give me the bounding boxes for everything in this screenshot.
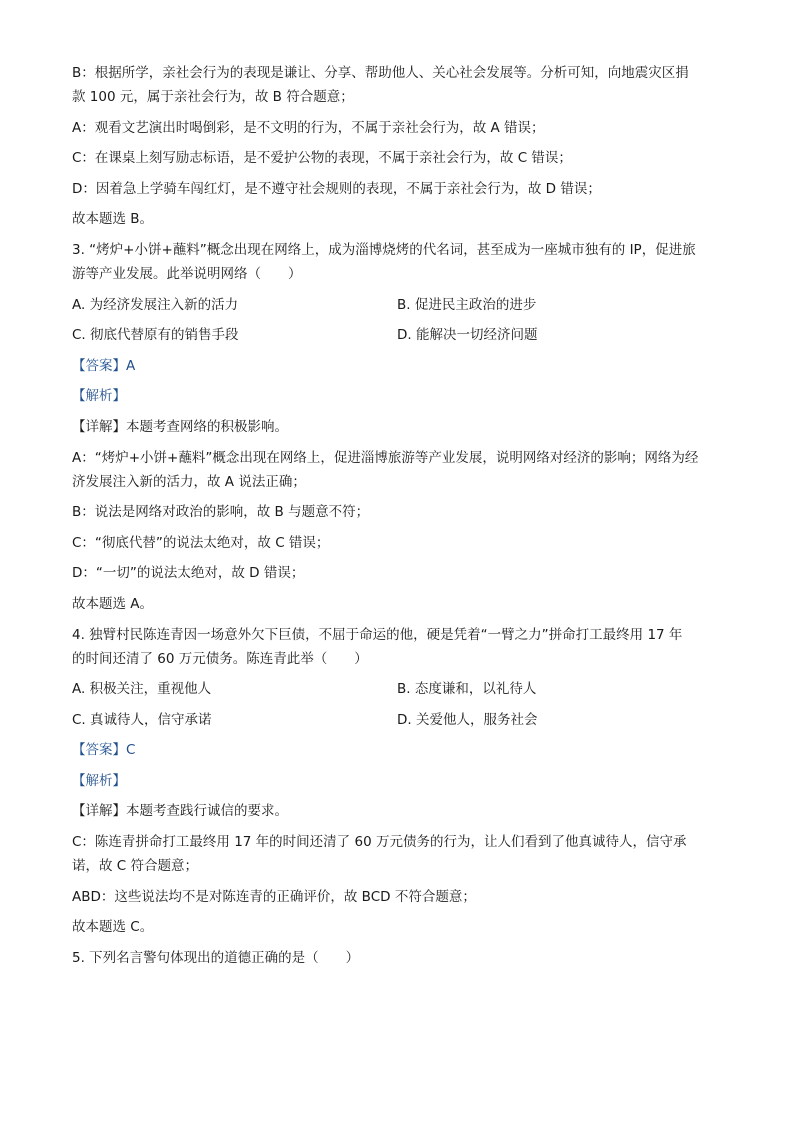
option-item: C. 彻底代替原有的销售手段 [72,327,239,344]
text-line: 的时间还清了 60 万元债务。陈连青此举（ ） [72,650,368,667]
section-tag: 【答案】A [72,357,136,374]
text-line: 诺，故 C 符合题意； [72,858,199,875]
text-line: A：“烤炉+小饼+蘸料”概念出现在网络上，促进淄博旅游等产业发展，说明网络对经济的影响；网络为经 [72,449,699,466]
option-row [72,296,722,314]
section-tag: 【解析】 [72,772,126,789]
text-line: 5. 下列名言警句体现出的道德正确的是（ ） [72,949,360,966]
text-line: 游等产业发展。此举说明网络（ ） [72,265,302,282]
option-item: D. 能解决一切经济问题 [397,327,538,344]
text-line: D：“一切”的说法太绝对，故 D 错误； [72,565,305,582]
option-item: B. 态度谦和，以礼待人 [397,681,537,698]
text-line: 【详解】本题考查网络的积极影响。 [72,418,288,435]
option-row [72,680,722,698]
q2-analysis-section [72,64,722,283]
option-item: B. 促进民主政治的进步 [397,296,537,313]
text-line: 故本题选 B。 [72,211,154,228]
text-line: D：因着急上学骑车闯红灯，是不遵守社会规则的表现，不属于亲社会行为，故 D 错误； [72,180,601,197]
q3-options [72,296,722,345]
option-item: D. 关爱他人，服务社会 [397,711,538,728]
text-line: C：“彻底代替”的说法太绝对，故 C 错误； [72,534,330,551]
text-line: B：根据所学，亲社会行为的表现是谦让、分享、帮助他人、关心社会发展等。分析可知，向地震灾区捐 [72,65,689,81]
text-line: ABD：这些说法均不是对陈连青的正确评价，故 BCD 不符合题意； [72,888,476,905]
text-line: 3. “烤炉+小饼+蘸料”概念出现在网络上，成为淄博烧烤的代名词，甚至成为一座城市独有的 IP，促进旅 [72,241,696,258]
text-line: 4. 独臂村民陈连青因一场意外欠下巨债，不屈于命运的他，硬是凭着“一臂之力”拼命打工最终用 17 年 [72,626,683,643]
document-page [72,64,722,979]
q3-answer-section [72,357,722,668]
text-line: C：陈连青拼命打工最终用 17 年的时间还清了 60 万元债务的行为，让人们看到了他真诚待人，信守承 [72,834,687,851]
text-line: 故本题选 A。 [72,595,154,612]
text-line: 【详解】本题考查践行诚信的要求。 [72,803,288,820]
text-line: 济发展注入新的活力，故 A 说法正确； [72,473,306,490]
option-row [72,326,722,344]
text-line: 故本题选 C。 [72,919,154,936]
text-line: A：观看文艺演出时喝倒彩，是不文明的行为，不属于亲社会行为，故 A 错误； [72,119,545,136]
option-row [72,711,722,729]
text-line: C：在课桌上刻写励志标语，是不爱护公物的表现，不属于亲社会行为，故 C 错误； [72,150,572,167]
option-item: C. 真诚待人，信守承诺 [72,711,212,728]
text-line: 款 100 元，属于亲社会行为，故 B 符合题意； [72,89,354,105]
option-item: A. 积极关注，重视他人 [72,681,212,698]
option-item: A. 为经济发展注入新的活力 [72,296,239,313]
text-line: B：说法是网络对政治的影响，故 B 与题意不符； [72,504,370,521]
section-tag: 【解析】 [72,388,126,405]
q4-options [72,680,722,729]
section-tag: 【答案】C [72,742,136,759]
q4-answer-section [72,741,722,967]
